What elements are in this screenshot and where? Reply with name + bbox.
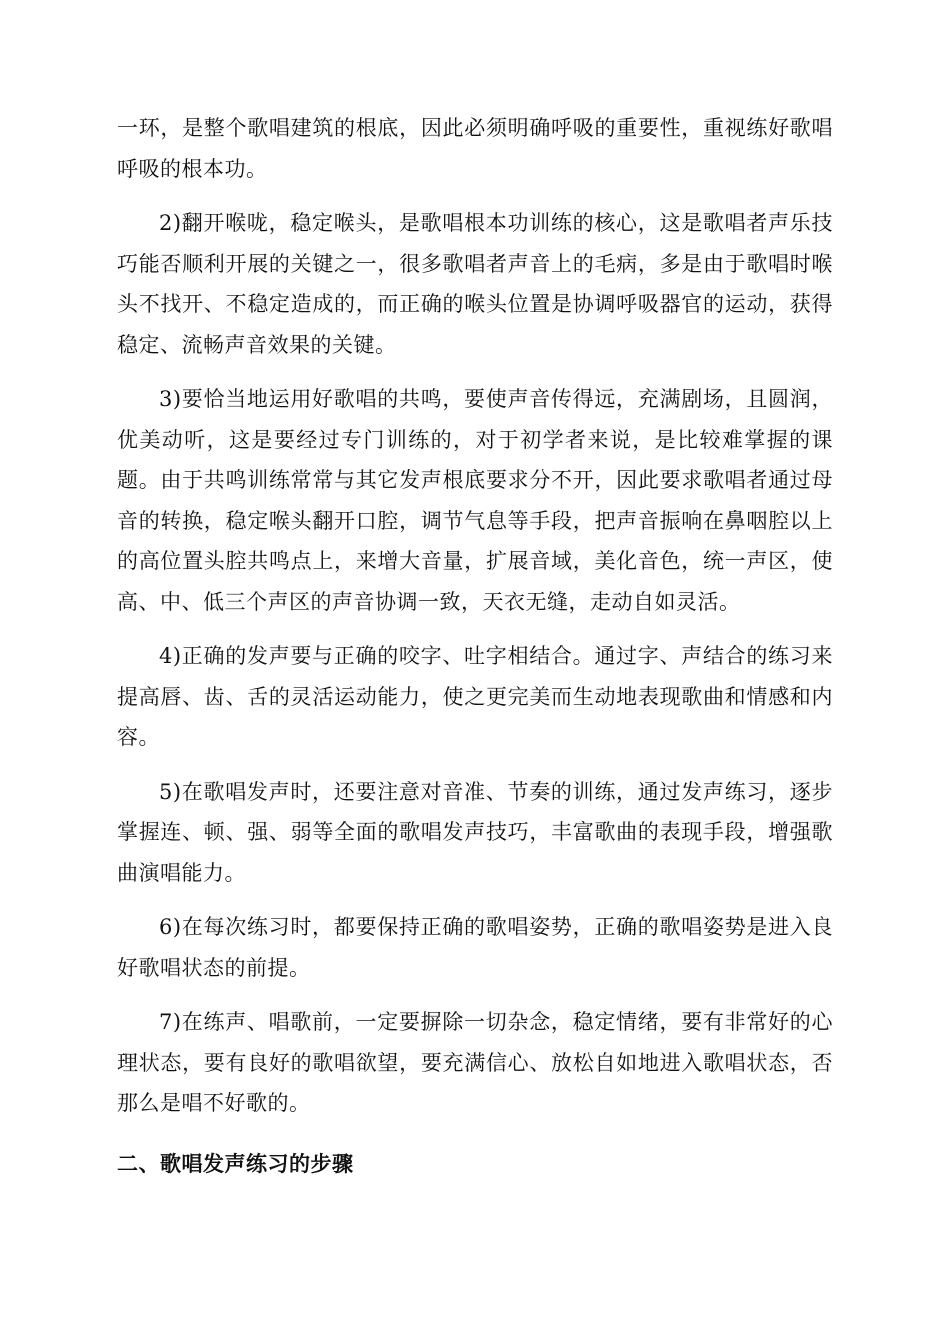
paragraph-item-3: 3)要恰当地运用好歌唱的共鸣，要使声音传得远，充满剧场，且圆润，优美动听，这是要经过专门训练的，对于初学者来说，是比较难掌握的课题。由于共鸣训练常常与其它发声根底要求分不开，因此要求歌唱者通过母音的转换，稳定喉头翻开口腔，调节气息等手段，把声音振响在鼻咽腔以上的高位置头腔共鸣点上，来增大音量，扩展音域，美化音色，统一声区，使高、中、低三个声区的声音协调一致，天衣无缝，走动自如灵活。	[117, 387, 833, 614]
paragraph-item-7: 7)在练声、唱歌前，一定要摒除一切杂念，稳定情绪，要有非常好的心理状态，要有良好的歌唱欲望，要充满信心、放松自如地进入歌唱状态，否那么是唱不好歌的。	[117, 1010, 833, 1115]
section-heading: 二、歌唱发声练习的步骤	[117, 1151, 354, 1176]
paragraph-item-5: 5)在歌唱发声时，还要注意对音准、节奏的训练，通过发声练习，逐步掌握连、顿、强、弱等全面的歌唱发声技巧，丰富歌曲的表现手段，增强歌曲演唱能力。	[117, 779, 833, 885]
paragraph-item-6: 6)在每次练习时，都要保持正确的歌唱姿势，正确的歌唱姿势是进入良好歌唱状态的前提。	[117, 915, 833, 980]
paragraph-item-2: 2)翻开喉咙，稳定喉头，是歌唱根本功训练的核心，这是歌唱者声乐技巧能否顺利开展的关键之一，很多歌唱者声音上的毛病，多是由于歌唱时喉头不找开、不稳定造成的，而正确的喉头位置是协调呼吸器官的运动，获得稳定、流畅声音效果的关键。	[117, 211, 833, 357]
document-page	[117, 108, 833, 1184]
paragraph-item-4: 4)正确的发声要与正确的咬字、吐字相结合。通过字、声结合的练习来提高唇、齿、舌的灵活运动能力，使之更完美而生动地表现歌曲和情感和内容。	[117, 644, 833, 749]
paragraph-continuation: 一环，是整个歌唱建筑的根底，因此必须明确呼吸的重要性，重视练好歌唱呼吸的根本功。	[117, 116, 833, 181]
